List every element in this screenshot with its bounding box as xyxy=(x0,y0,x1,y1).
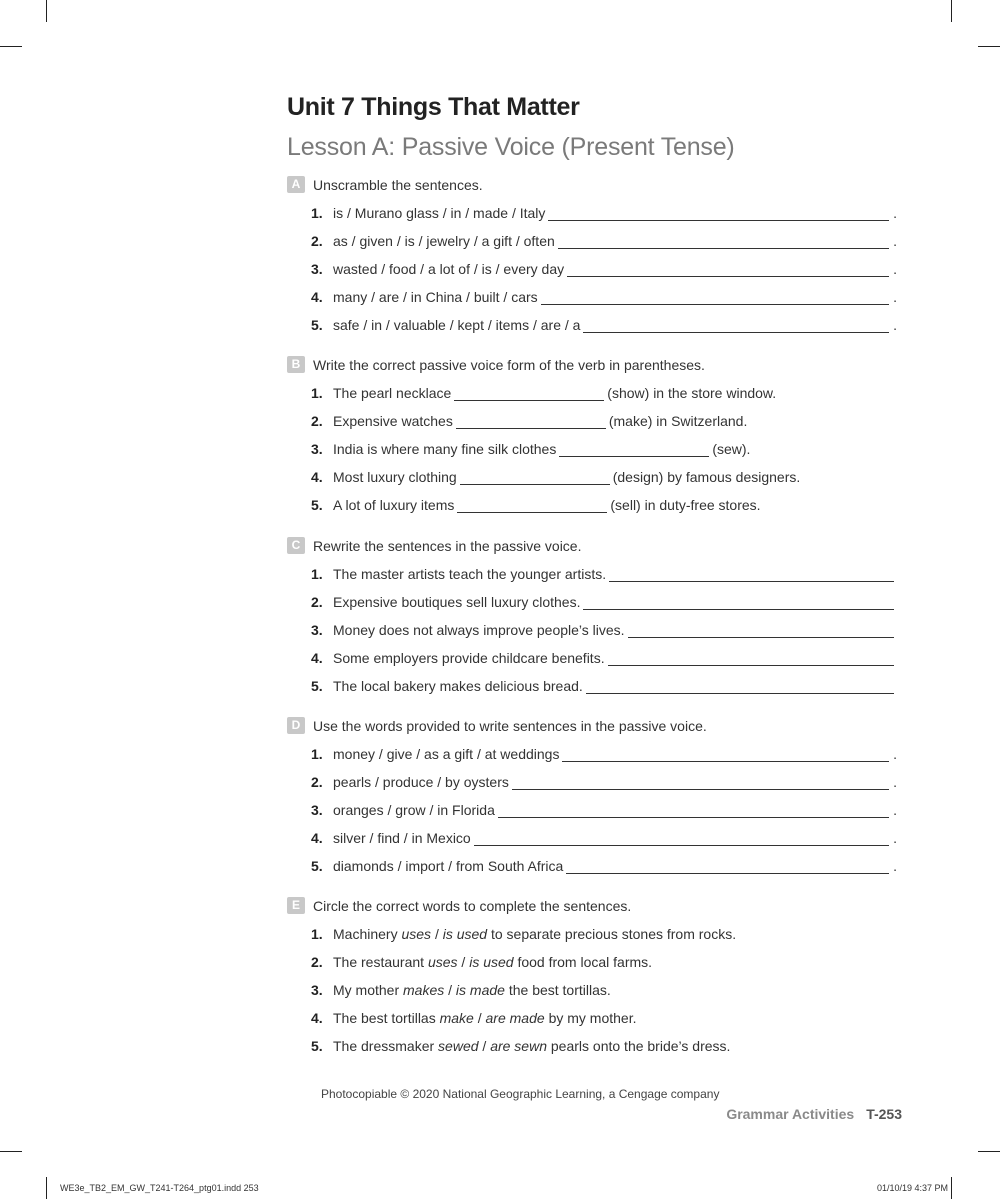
choice-option-1[interactable]: uses xyxy=(427,954,458,970)
section-instruction: Unscramble the sentences. xyxy=(313,177,483,193)
answer-blank[interactable] xyxy=(562,746,889,762)
section-header xyxy=(287,718,897,746)
exercise-item xyxy=(287,650,897,678)
section-c xyxy=(287,538,897,706)
answer-blank[interactable] xyxy=(460,469,610,485)
period: . xyxy=(893,317,897,333)
item-number: 5. xyxy=(311,497,323,513)
exercise-item xyxy=(287,317,897,345)
item-prompt: diamonds / import / from South Africa xyxy=(333,858,564,874)
section-instruction: Circle the correct words to complete the sentences. xyxy=(313,898,632,914)
item-text-before: Most luxury clothing xyxy=(333,469,457,485)
item-text-after: by my mother. xyxy=(548,1010,637,1026)
item-prompt: Expensive boutiques sell luxury clothes. xyxy=(333,594,581,610)
choice-option-2[interactable]: is made xyxy=(455,982,505,998)
item-number: 4. xyxy=(311,1010,323,1026)
item-number: 2. xyxy=(311,774,323,790)
section-e xyxy=(287,898,897,1066)
exercise-item xyxy=(287,441,897,469)
crop-mark xyxy=(0,46,22,47)
item-text-after: to separate precious stones from rocks. xyxy=(490,926,737,942)
item-number: 3. xyxy=(311,982,323,998)
item-text-after: food from local farms. xyxy=(517,954,653,970)
exercise-item xyxy=(287,926,897,954)
answer-blank[interactable] xyxy=(566,858,889,874)
answer-blank[interactable] xyxy=(583,594,894,610)
choice-option-1[interactable]: make xyxy=(439,1010,474,1026)
period: . xyxy=(893,233,897,249)
item-text-after: the best tortillas. xyxy=(508,982,611,998)
item-prompt: silver / find / in Mexico xyxy=(333,830,471,846)
item-prompt: as / given / is / jewelry / a gift / often xyxy=(333,233,555,249)
item-prompt: many / are / in China / built / cars xyxy=(333,289,538,305)
section-d xyxy=(287,718,897,886)
item-text-before: A lot of luxury items xyxy=(333,497,455,513)
item-number: 3. xyxy=(311,441,323,457)
item-text-after: pearls onto the bride’s dress. xyxy=(550,1038,731,1054)
print-slug-file: WE3e_TB2_EM_GW_T241-T264_ptg01.indd 253 xyxy=(60,1183,259,1193)
item-prompt: is / Murano glass / in / made / Italy xyxy=(333,205,546,221)
exercise-item xyxy=(287,1038,897,1066)
item-text-before: The pearl necklace xyxy=(333,385,452,401)
choice-option-2[interactable]: is used xyxy=(442,926,488,942)
answer-blank[interactable] xyxy=(558,233,889,249)
choice-separator: / xyxy=(482,1038,487,1054)
item-prompt: safe / in / valuable / kept / items / are / a xyxy=(333,317,581,333)
item-text-before: India is where many fine silk clothes xyxy=(333,441,557,457)
section-letter-badge: C xyxy=(287,537,305,554)
answer-blank[interactable] xyxy=(583,317,889,333)
item-prompt: Some employers provide childcare benefits. xyxy=(333,650,605,666)
choice-option-2[interactable]: are made xyxy=(485,1010,545,1026)
section-header xyxy=(287,538,897,566)
period: . xyxy=(893,261,897,277)
choice-option-1[interactable]: makes xyxy=(403,982,445,998)
answer-blank[interactable] xyxy=(567,261,889,277)
answer-blank[interactable] xyxy=(609,566,894,582)
crop-mark xyxy=(951,0,952,22)
answer-blank[interactable] xyxy=(498,802,889,818)
item-number: 2. xyxy=(311,954,323,970)
running-footer xyxy=(726,1106,902,1122)
item-number: 1. xyxy=(311,746,323,762)
exercise-item xyxy=(287,205,897,233)
period: . xyxy=(893,802,897,818)
item-prompt: wasted / food / a lot of / is / every day xyxy=(333,261,565,277)
exercise-item xyxy=(287,802,897,830)
exercise-item xyxy=(287,858,897,886)
item-prompt: oranges / grow / in Florida xyxy=(333,802,495,818)
section-letter-badge: B xyxy=(287,356,305,373)
item-number: 5. xyxy=(311,858,323,874)
period: . xyxy=(893,746,897,762)
section-letter-badge: D xyxy=(287,717,305,734)
item-number: 4. xyxy=(311,289,323,305)
exercise-item xyxy=(287,566,897,594)
choice-separator: / xyxy=(477,1010,482,1026)
crop-mark xyxy=(0,1151,22,1152)
section-header xyxy=(287,357,897,385)
crop-mark xyxy=(978,1151,1000,1152)
choice-option-1[interactable]: sewed xyxy=(438,1038,479,1054)
exercise-item xyxy=(287,830,897,858)
choice-separator: / xyxy=(434,926,439,942)
item-prompt: The local bakery makes delicious bread. xyxy=(333,678,583,694)
answer-blank[interactable] xyxy=(512,774,889,790)
crop-mark xyxy=(46,1177,47,1199)
item-number: 5. xyxy=(311,317,323,333)
section-b xyxy=(287,357,897,525)
page-number: T-253 xyxy=(866,1106,902,1122)
exercise-item xyxy=(287,746,897,774)
item-number: 5. xyxy=(311,1038,323,1054)
answer-blank[interactable] xyxy=(608,650,894,666)
exercise-item xyxy=(287,594,897,622)
exercise-item xyxy=(287,1010,897,1038)
section-header xyxy=(287,898,897,926)
period: . xyxy=(893,858,897,874)
choice-option-1[interactable]: uses xyxy=(401,926,432,942)
item-number: 5. xyxy=(311,678,323,694)
section-header xyxy=(287,177,897,205)
period: . xyxy=(893,774,897,790)
item-number: 4. xyxy=(311,469,323,485)
answer-blank[interactable] xyxy=(474,830,889,846)
section-a xyxy=(287,177,897,345)
lesson-title: Lesson A: Passive Voice (Present Tense) xyxy=(287,133,735,161)
running-head: Grammar Activities xyxy=(726,1106,855,1122)
exercise-item xyxy=(287,622,897,650)
item-text-after: (make) in Switzerland. xyxy=(608,413,748,429)
item-number: 4. xyxy=(311,650,323,666)
answer-blank[interactable] xyxy=(456,413,606,429)
item-number: 1. xyxy=(311,926,323,942)
exercise-item xyxy=(287,233,897,261)
exercise-item xyxy=(287,954,897,982)
answer-blank[interactable] xyxy=(559,441,709,457)
item-text-before: Machinery xyxy=(333,926,398,942)
item-text-before: The best tortillas xyxy=(333,1010,436,1026)
choice-option-2[interactable]: is used xyxy=(469,954,514,970)
section-instruction: Use the words provided to write sentences in the passive voice. xyxy=(313,718,707,734)
item-text-after: (design) by famous designers. xyxy=(612,469,801,485)
answer-blank[interactable] xyxy=(548,205,889,221)
item-number: 1. xyxy=(311,385,323,401)
exercise-item xyxy=(287,385,897,413)
item-text-before: Expensive watches xyxy=(333,413,453,429)
answer-blank[interactable] xyxy=(454,385,604,401)
item-number: 3. xyxy=(311,261,323,277)
section-instruction: Rewrite the sentences in the passive voice. xyxy=(313,538,582,554)
choice-option-2[interactable]: are sewn xyxy=(490,1038,547,1054)
print-slug-date: 01/10/19 4:37 PM xyxy=(876,1183,948,1193)
item-text-before: The restaurant xyxy=(333,954,425,970)
item-number: 2. xyxy=(311,413,323,429)
choice-separator: / xyxy=(461,954,466,970)
item-text-before: My mother xyxy=(333,982,400,998)
item-number: 2. xyxy=(311,594,323,610)
item-number: 2. xyxy=(311,233,323,249)
period: . xyxy=(893,205,897,221)
copyright-notice: Photocopiable © 2020 National Geographic Learning, a Cengage company xyxy=(321,1087,720,1101)
answer-blank[interactable] xyxy=(541,289,889,305)
choice-separator: / xyxy=(448,982,453,998)
item-number: 4. xyxy=(311,830,323,846)
answer-blank[interactable] xyxy=(586,678,894,694)
period: . xyxy=(893,830,897,846)
exercise-item xyxy=(287,469,897,497)
item-number: 3. xyxy=(311,802,323,818)
exercise-item xyxy=(287,678,897,706)
crop-mark xyxy=(978,46,1000,47)
item-prompt: The master artists teach the younger artists. xyxy=(333,566,607,582)
period: . xyxy=(893,289,897,305)
crop-mark xyxy=(46,0,47,22)
item-text-after: (show) in the store window. xyxy=(607,385,777,401)
exercise-item xyxy=(287,982,897,1010)
page-title: Unit 7 Things That Matter xyxy=(287,93,580,121)
item-prompt: Money does not always improve people’s lives. xyxy=(333,622,625,638)
item-number: 3. xyxy=(311,622,323,638)
exercise-item xyxy=(287,413,897,441)
exercise-item xyxy=(287,261,897,289)
item-number: 1. xyxy=(311,205,323,221)
section-instruction: Write the correct passive voice form of the verb in parentheses. xyxy=(313,357,705,373)
item-number: 1. xyxy=(311,566,323,582)
section-letter-badge: E xyxy=(287,897,305,914)
exercise-item xyxy=(287,774,897,802)
item-text-before: The dressmaker xyxy=(333,1038,435,1054)
exercise-item xyxy=(287,289,897,317)
section-letter-badge: A xyxy=(287,176,305,193)
item-text-after: (sell) in duty-free stores. xyxy=(610,497,761,513)
item-prompt: pearls / produce / by oysters xyxy=(333,774,509,790)
answer-blank[interactable] xyxy=(457,497,607,513)
exercise-item xyxy=(287,497,897,525)
crop-mark xyxy=(951,1177,952,1199)
item-text-after: (sew). xyxy=(712,441,751,457)
item-prompt: money / give / as a gift / at weddings xyxy=(333,746,560,762)
answer-blank[interactable] xyxy=(628,622,894,638)
